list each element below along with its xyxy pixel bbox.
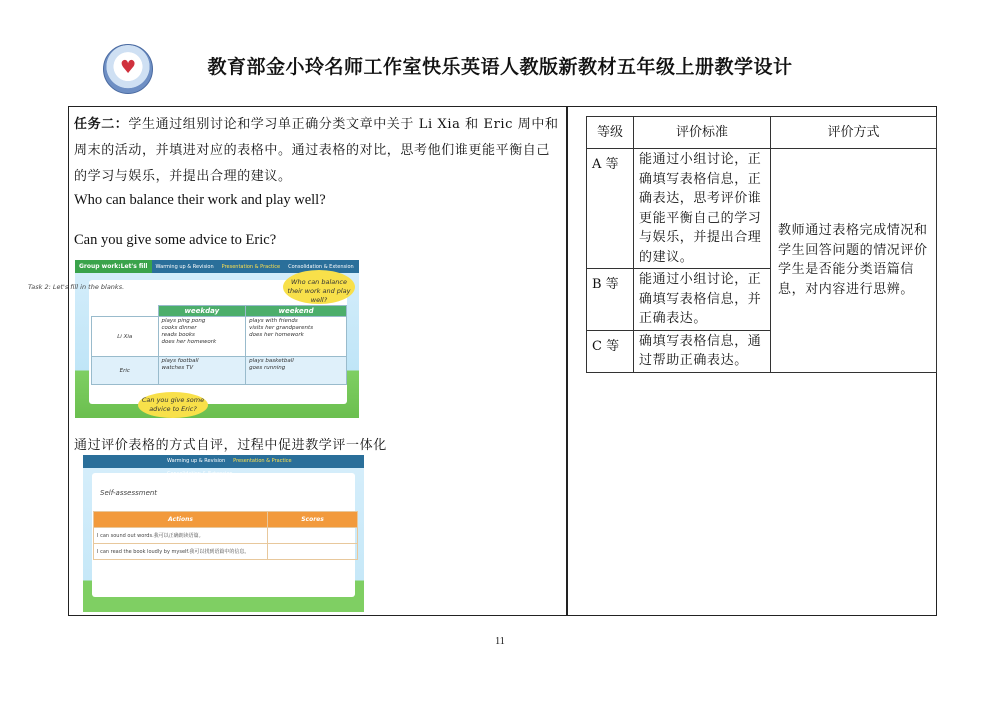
slide2-tab-presentation: Presentation & Practice <box>233 458 292 464</box>
slide-task-label: Task 2: Let's fill in the blanks. <box>28 283 125 291</box>
heart-icon: ♥ <box>120 57 137 78</box>
grade-a: A 等 <box>587 149 634 269</box>
task-label: 任务二： <box>74 117 129 132</box>
lixia-weekday: plays ping pong cooks dinner reads books does her homework <box>158 317 246 357</box>
task-text: 学生通过组别讨论和学习单正确分类文章中关于 Li Xia 和 Eric 周中和周末的活动，并填进对应的表格中。通过表格的对比，思考他们谁更能平衡自己的学习与娱乐，并提出合理的建议。 <box>74 117 559 184</box>
eric-weekday: plays football watches TV <box>158 357 246 385</box>
slide2-nav-tabs <box>83 455 364 468</box>
col-actions: Actions <box>94 512 268 528</box>
slide2-tab-warming: Warming up & Revision <box>167 458 226 464</box>
criteria-c: 确填写表格信息，通过帮助正确表达。 <box>634 330 771 372</box>
evaluation-table <box>586 116 937 373</box>
self-assessment-heading: Self-assessment <box>100 489 158 497</box>
header-criteria: 评价标准 <box>634 117 771 149</box>
score-cell-1 <box>268 528 358 544</box>
self-assessment-note: 通过评价表格的方式自评，过程中促进教学评一体化 <box>74 438 387 453</box>
slide-tab-group-work: Group work:Let's fill <box>75 260 152 273</box>
slide-tab-warming: Warming up & Revision <box>155 264 214 270</box>
lixia-weekend: plays with friends visits her grandparents does her homework <box>246 317 347 357</box>
slide-tab-consolidation: Consolidation & Extension <box>288 264 354 270</box>
col-weekday: weekday <box>158 306 246 317</box>
page-title: 教育部金小玲名师工作室快乐英语人教版新教材五年级上册教学设计 <box>207 56 793 78</box>
col-scores: Scores <box>268 512 358 528</box>
task-paragraph <box>74 112 562 190</box>
activity-table <box>91 305 347 385</box>
criteria-b: 能通过小组讨论，正确填写表格信息，并正确表达。 <box>634 269 771 331</box>
slide-tab-presentation: Presentation & Practice <box>221 264 281 270</box>
header-method: 评价方式 <box>771 117 937 149</box>
action-row-2: I can read the book loudly by myself.我可以找到语篇中的信息。 <box>94 544 268 560</box>
action-row-1: I can sound out words.我可以正确朗读语篇。 <box>94 528 268 544</box>
row-name-eric: Eric <box>92 357 159 385</box>
speech-bubble-advice: Can you give some advice to Eric? <box>138 392 208 418</box>
grade-b: B 等 <box>587 269 634 331</box>
page-number: 11 <box>495 636 505 647</box>
corner-cell <box>92 306 159 317</box>
speech-bubble-balance: Who can balance their work and play well? <box>283 270 355 304</box>
studio-logo <box>103 44 153 94</box>
col-weekend: weekend <box>246 306 347 317</box>
row-name-lixia: Li Xia <box>92 317 159 357</box>
criteria-a: 能通过小组讨论，正确填写表格信息，正确表达，思考评价谁更能平衡自己的学习与娱乐，并提出合理的建议。 <box>634 149 771 269</box>
column-divider <box>566 106 568 616</box>
task-description <box>74 112 562 250</box>
score-cell-2 <box>268 544 358 560</box>
question-advice: Can you give some advice to Eric? <box>74 232 277 248</box>
evaluation-method: 教师通过表格完成情况和学生回答问题的情况评价学生是否能分类语篇信息，对内容进行思辨。 <box>771 149 937 373</box>
grade-c: C 等 <box>587 330 634 372</box>
header-grade: 等级 <box>587 117 634 149</box>
eric-weekend: plays basketball goes running <box>246 357 347 385</box>
score-table <box>93 511 358 560</box>
question-balance: Who can balance their work and play well? <box>74 192 326 208</box>
